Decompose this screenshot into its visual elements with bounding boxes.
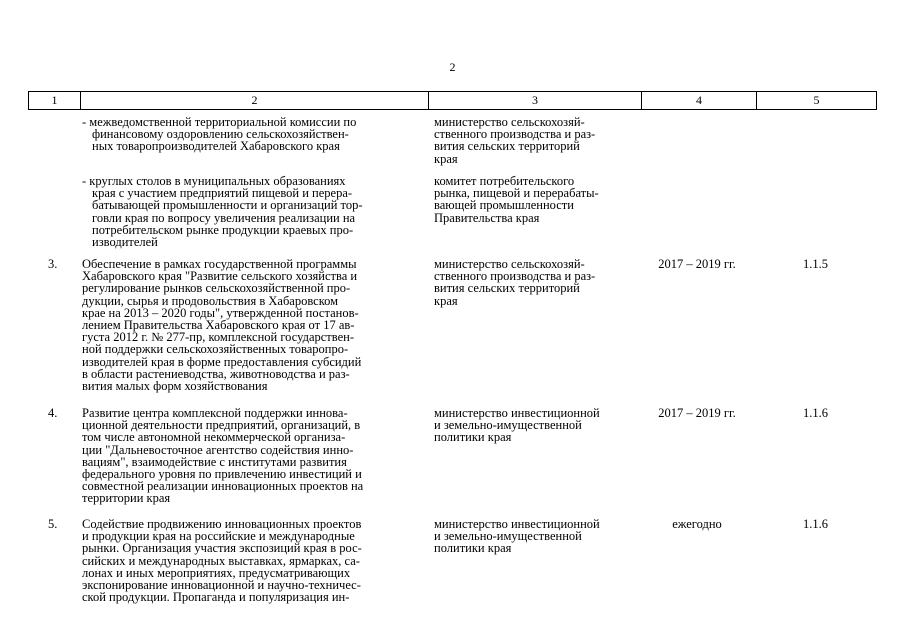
text-line: вития сельских территорий	[434, 281, 580, 296]
text-line: крае на 2013 – 2020 годы", утвержденной постанов-	[82, 305, 359, 320]
text-line: Правительства края	[434, 210, 540, 225]
text-line: политики края	[434, 541, 512, 556]
text-line: ной поддержки сельскохозяйственных товаропро-	[82, 342, 349, 357]
text-line: лонах и иных мероприятиях, предусматривающих	[82, 565, 351, 580]
text-line: министерство сельскохозяй-	[434, 257, 585, 271]
text-line: края с участием предприятий пищевой и перера-	[92, 186, 353, 201]
text-line: министерство инвестиционной	[434, 406, 600, 420]
text-line: ственного производства и раз-	[434, 127, 596, 142]
row-number: 3.	[48, 257, 58, 271]
text-line: министерство инвестиционной	[434, 517, 600, 531]
text-line: в области растениеводства, животноводства и раз-	[82, 366, 350, 381]
text-line: регулирование рынков сельскохозяйственной про-	[82, 281, 351, 296]
responsible-executor	[434, 175, 639, 224]
header-col-5: 5	[757, 92, 877, 110]
text-line: комитет потребительского	[434, 174, 575, 188]
responsible-executor	[434, 116, 639, 165]
measure-description	[82, 407, 428, 505]
text-line: и земельно-имущественной	[434, 529, 582, 544]
text-line: и земельно-имущественной	[434, 418, 582, 433]
deadline: 2017 – 2019 гг.	[658, 257, 736, 271]
header-col-4: 4	[642, 92, 757, 110]
text-line: края	[434, 293, 458, 308]
measure-description	[82, 518, 428, 603]
text-line: изводителей края в форме предоставления субсидий	[82, 354, 362, 369]
text-line: - круглых столов в муниципальных образованиях	[82, 174, 346, 188]
text-line: ственного производства и раз-	[434, 269, 596, 284]
text-line: финансовому оздоровлению сельскохозяйствен-	[92, 127, 349, 142]
deadline: ежегодно	[672, 517, 722, 531]
text-line: лением Правительства Хабаровского края от 17 ав-	[82, 318, 355, 333]
row-number: 4.	[48, 406, 58, 420]
text-line: Обеспечение в рамках государственной программы	[82, 257, 357, 271]
text-line: ционной деятельности предприятий, организаций, в	[82, 418, 361, 433]
text-line: говли края по вопросу увеличения реализации на	[92, 210, 356, 225]
responsible-executor	[434, 518, 639, 555]
header-col-1: 1	[29, 92, 81, 110]
text-line: Развитие центра комплексной поддержки иннова-	[82, 406, 348, 420]
indicator-code: 1.1.5	[803, 257, 828, 271]
text-line: вития сельских территорий	[434, 139, 580, 154]
text-line: и продукции края на российские и международные	[82, 529, 355, 544]
text-line: края	[434, 151, 458, 166]
text-line: политики края	[434, 430, 512, 445]
responsible-executor	[434, 407, 639, 444]
text-line: ных товаропроизводителей Хабаровского края	[92, 139, 340, 154]
text-line: сийских и международных выставках, ярмарках, са-	[82, 553, 360, 568]
header-col-3: 3	[429, 92, 642, 110]
text-line: экспонирование инновационной и научно-техничес-	[82, 578, 361, 593]
text-line: Хабаровского края "Развитие сельского хозяйства и	[82, 269, 358, 284]
row-number: 5.	[48, 517, 58, 531]
deadline: 2017 – 2019 гг.	[658, 406, 736, 420]
text-line: рынка, пищевой и перерабаты-	[434, 186, 599, 201]
text-line: ской продукции. Пропаганда и популяризация ин-	[82, 590, 350, 605]
text-line: батывающей промышленности и организаций тор-	[92, 198, 363, 213]
text-line: Содействие продвижению инновационных проектов	[82, 517, 362, 531]
header-row	[29, 92, 877, 110]
text-line: изводителей	[92, 235, 158, 250]
table-header	[28, 91, 877, 110]
text-line: ции "Дальневосточное агентство содействия инно-	[82, 442, 354, 457]
page-number: 2	[449, 60, 456, 74]
text-line: том числе автономной некоммерческой организа-	[82, 430, 346, 445]
text-line: территории края	[82, 491, 171, 506]
measure-description	[82, 175, 428, 248]
text-line: рынки. Организация участия экспозиций края в рос-	[82, 541, 362, 556]
text-line: министерство сельскохозяй-	[434, 115, 585, 129]
measure-description	[82, 116, 428, 153]
text-line: дукции, сырья и продовольствия в Хабаровском	[82, 293, 339, 308]
measure-description	[82, 258, 428, 392]
text-line: вающей промышленности	[434, 198, 574, 213]
indicator-code: 1.1.6	[803, 517, 828, 531]
text-line: федерального уровня по привлечению инвестиций и	[82, 467, 362, 482]
header-col-2: 2	[81, 92, 429, 110]
text-line: - межведомственной территориальной комиссии по	[82, 115, 357, 129]
text-line: совместной реализации инновационных проектов на	[82, 479, 364, 494]
indicator-code: 1.1.6	[803, 406, 828, 420]
text-line: вациям", взаимодействие с институтами развития	[82, 454, 347, 469]
text-line: вития малых форм хозяйствования	[82, 379, 268, 394]
responsible-executor	[434, 258, 639, 307]
text-line: потребительском рынке продукции краевых про-	[92, 222, 354, 237]
text-line: густа 2012 г. № 277-пр, комплексной государствен-	[82, 330, 354, 345]
